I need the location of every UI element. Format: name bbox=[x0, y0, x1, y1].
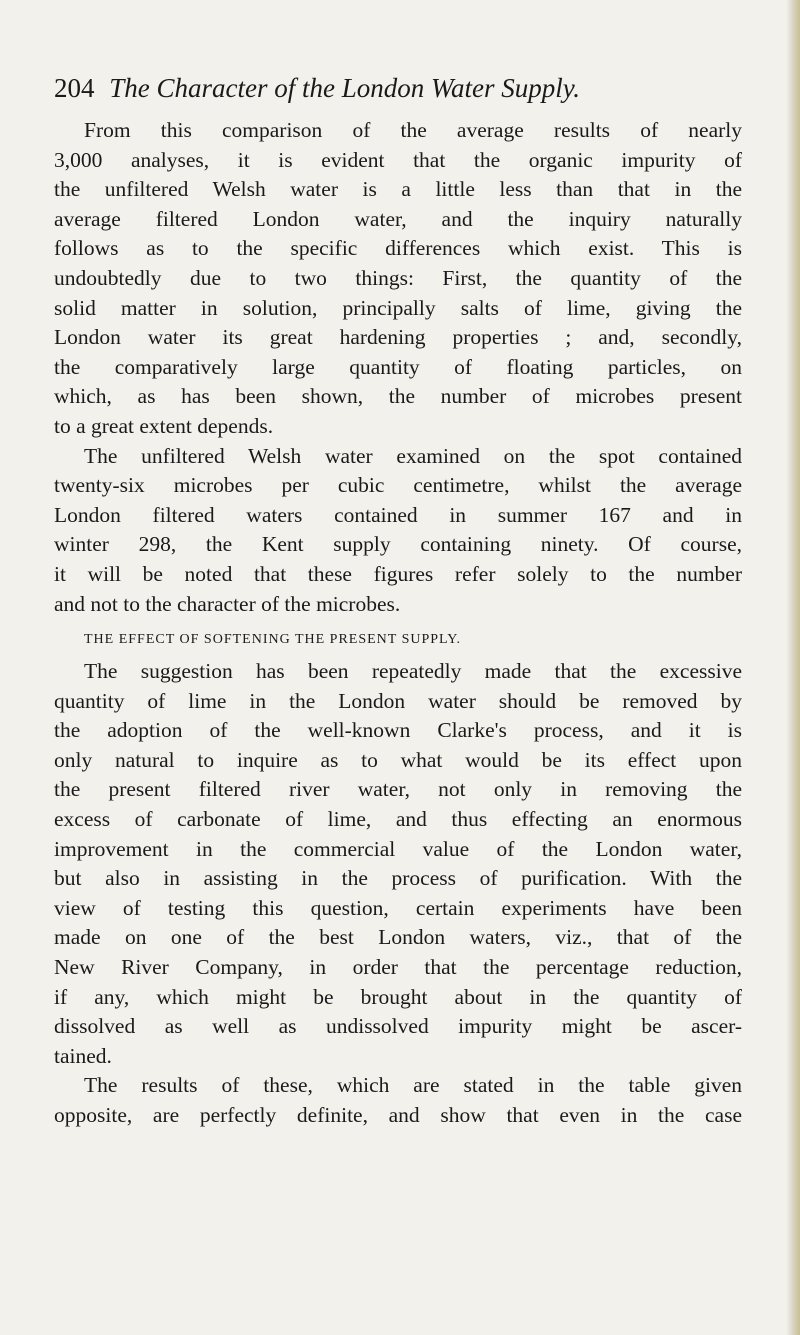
text-line: but also in assisting in the process of purification. With the bbox=[54, 866, 742, 891]
text-line: New River Company, in order that the percentage reduction, bbox=[54, 955, 742, 980]
text-line: which, as has been shown, the number of microbes present bbox=[54, 384, 742, 409]
text-line: solid matter in solution, principally salts of lime, giving the bbox=[54, 295, 742, 320]
text-line: the adoption of the well-known Clarke's process, and it is bbox=[54, 718, 742, 743]
text-line: to a great extent depends. bbox=[54, 413, 274, 438]
text-line: 3,000 analyses, it is evident that the organic impurity of bbox=[54, 147, 742, 172]
text-line: London water its great hardening properties ; and, secondly, bbox=[54, 325, 742, 350]
text-line: excess of carbonate of lime, and thus effecting an enormous bbox=[54, 807, 742, 832]
running-title: The Character of the London Water Supply. bbox=[109, 73, 580, 103]
text-line: quantity of lime in the London water should be removed by bbox=[54, 688, 742, 713]
paragraph-3 bbox=[54, 657, 742, 1071]
text-line: if any, which might be brought about in the quantity of bbox=[54, 984, 742, 1009]
text-line: and not to the character of the microbes. bbox=[54, 591, 401, 616]
text-line: improvement in the commercial value of the London water, bbox=[54, 836, 742, 861]
text-line: only natural to inquire as to what would be its effect upon bbox=[54, 747, 742, 772]
text-line: undoubtedly due to two things: First, the quantity of the bbox=[54, 265, 742, 290]
text-line: London filtered waters contained in summer 167 and in bbox=[54, 502, 742, 527]
page-edge bbox=[786, 0, 800, 1335]
paragraph-4 bbox=[54, 1071, 742, 1130]
paragraph-2 bbox=[54, 442, 742, 620]
text-line: The unfiltered Welsh water examined on the spot contained bbox=[84, 443, 742, 468]
text-line: twenty-six microbes per cubic centimetre, whilst the average bbox=[54, 473, 742, 498]
paragraph-1 bbox=[54, 116, 742, 442]
running-head bbox=[54, 68, 742, 108]
text-line: it will be noted that these figures refer solely to the number bbox=[54, 561, 742, 586]
book-page bbox=[54, 68, 742, 1131]
text-line: the unfiltered Welsh water is a little less than that in the bbox=[54, 177, 742, 202]
text-line: made on one of the best London waters, viz., that of the bbox=[54, 925, 742, 950]
text-line: The suggestion has been repeatedly made that the excessive bbox=[84, 659, 742, 684]
text-line: tained. bbox=[54, 1043, 112, 1068]
text-line: opposite, are perfectly definite, and show that even in the case bbox=[54, 1103, 742, 1127]
text-line: follows as to the specific differences which exist. This is bbox=[54, 236, 742, 261]
page-number: 204 bbox=[54, 73, 95, 103]
text-line: the comparatively large quantity of floating particles, on bbox=[54, 354, 742, 379]
text-line: the present filtered river water, not only in removing the bbox=[54, 777, 742, 802]
text-line: The results of these, which are stated in the table given bbox=[84, 1073, 742, 1098]
text-line: average filtered London water, and the inquiry naturally bbox=[54, 206, 742, 231]
text-line: From this comparison of the average results of nearly bbox=[84, 118, 742, 142]
text-line: dissolved as well as undissolved impurity might be ascer- bbox=[54, 1014, 742, 1039]
section-heading: THE EFFECT OF SOFTENING THE PRESENT SUPPLY. bbox=[84, 632, 462, 648]
text-line: winter 298, the Kent supply containing ninety. Of course, bbox=[54, 532, 742, 557]
text-line: view of testing this question, certain experiments have been bbox=[54, 895, 742, 920]
